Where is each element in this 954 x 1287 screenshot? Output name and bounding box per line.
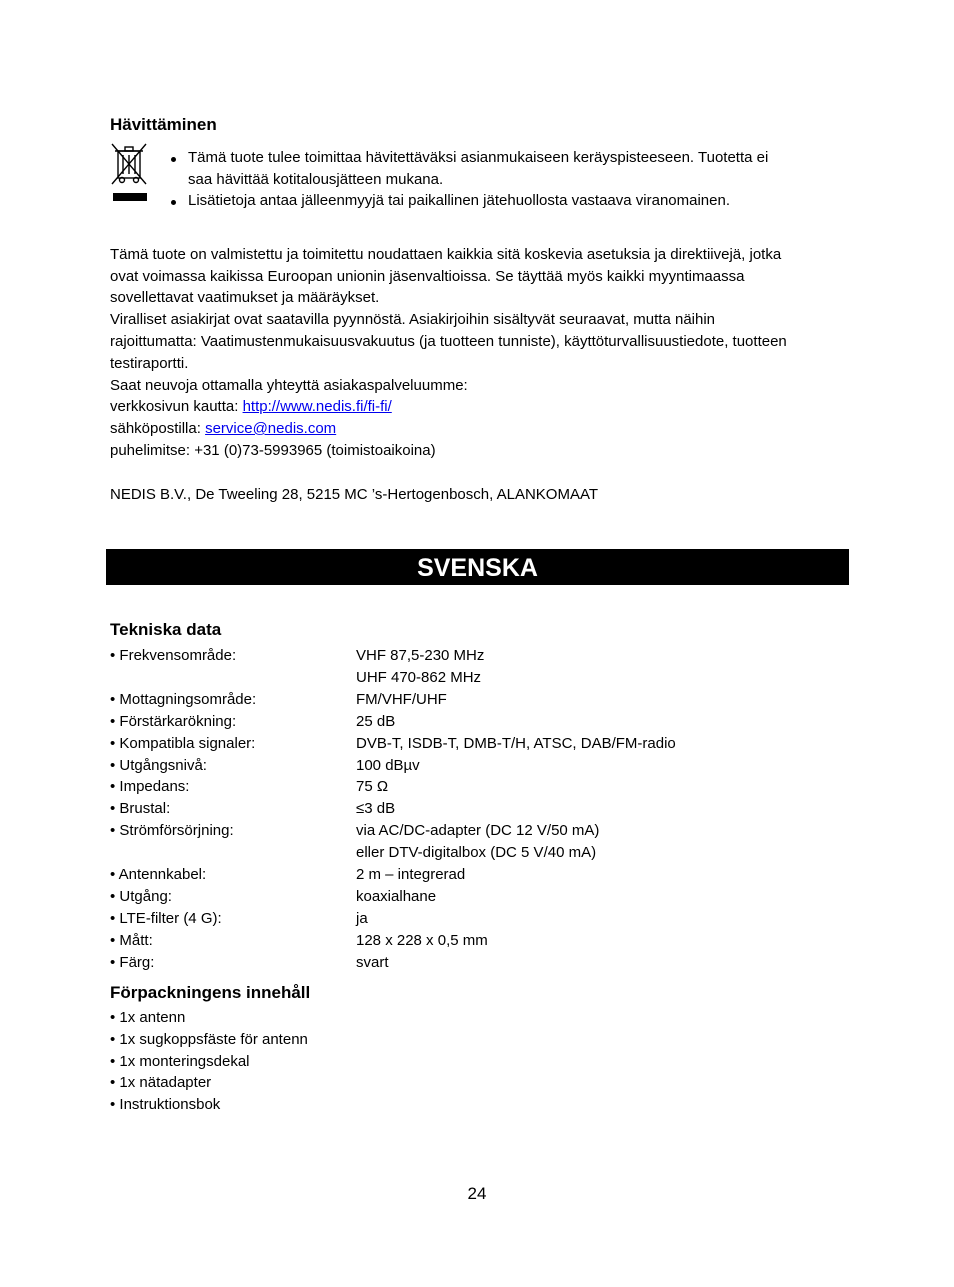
disposal-bullet-1-line2: saa hävittää kotitalousjätteen mukana. xyxy=(188,171,444,188)
package-item: • 1x monteringsdekal xyxy=(110,1052,250,1070)
spec-value: 2 m – integrerad xyxy=(356,866,466,883)
conformity-line-2: ovat voimassa kaikissa Euroopan unionin jäsenvaltioissa. Se täyttää myös kaikki myyntimaassa xyxy=(110,268,745,285)
spec-row xyxy=(110,776,850,798)
bullet-marker xyxy=(171,157,176,162)
package-item: • 1x nätadapter xyxy=(110,1074,212,1092)
disposal-bullet-2: Lisätietoja antaa jälleenmyyjä tai paikallinen jätehuollosta vastaava viranomainen. xyxy=(188,192,730,209)
spec-value: ≤3 dB xyxy=(356,800,396,818)
conformity-line-6: testiraportti. xyxy=(110,355,189,372)
language-banner: SVENSKA xyxy=(106,549,849,585)
spec-value: ja xyxy=(356,909,368,927)
conformity-line-4: Viralliset asiakirjat ovat saatavilla pyynnöstä. Asiakirjoihin sisältyvät seuraavat, mutta näihin xyxy=(110,311,716,328)
spec-label: • LTE-filter (4 G): xyxy=(110,909,222,927)
spec-row xyxy=(110,864,850,886)
spec-row xyxy=(110,952,850,974)
spec-row xyxy=(110,689,850,711)
spec-row xyxy=(110,667,850,689)
conformity-line-7: Saat neuvoja ottamalla yhteyttä asiakaspalveluumme: xyxy=(110,377,468,394)
spec-value: svart xyxy=(356,953,389,971)
spec-value: DVB-T, ISDB-T, DMB-T/H, ATSC, DAB/FM-radio xyxy=(356,734,676,752)
package-item: • 1x antenn xyxy=(110,1009,186,1026)
conformity-line-3: sovellettavat vaatimukset ja määräykset. xyxy=(110,289,380,306)
spec-label: • Mått: xyxy=(110,931,153,949)
disposal-bullet-1-line1: Tämä tuote tulee toimittaa hävitettäväksi asianmukaiseen keräyspisteeseen. Tuotetta ei xyxy=(188,149,769,166)
conformity-line-5: rajoittumatta: Vaatimustenmukaisuusvakuutus (ja tuotteen tunniste), käyttöturvallisuustiedote, tuotteen xyxy=(110,333,787,350)
spec-row xyxy=(110,886,850,908)
weee-bin-icon xyxy=(109,142,149,204)
spec-label: • Kompatibla signaler: xyxy=(110,734,256,752)
spec-value: FM/VHF/UHF xyxy=(356,690,447,708)
spec-row xyxy=(110,930,850,952)
web-label: verkkosivun kautta: xyxy=(110,398,243,415)
spec-value: VHF 87,5-230 MHz xyxy=(356,647,485,664)
email-label: sähköpostilla: xyxy=(110,420,206,437)
package-item: • 1x sugkoppsfäste för antenn xyxy=(110,1030,308,1048)
web-contact-line xyxy=(110,396,392,418)
package-item: • Instruktionsbok xyxy=(110,1096,221,1114)
spec-value: 100 dBµv xyxy=(356,756,420,774)
spec-label: • Utgång: xyxy=(110,887,172,905)
spec-label: • Brustal: xyxy=(110,800,171,818)
spec-label: • Utgångsnivå: xyxy=(110,756,207,774)
spec-label: • Antennkabel: xyxy=(110,866,207,883)
spec-label: • Mottagningsområde: xyxy=(110,690,257,708)
spec-label: • Färg: xyxy=(110,953,155,971)
spec-value: via AC/DC-adapter (DC 12 V/50 mA) xyxy=(356,822,600,840)
tech-data-heading: Tekniska data xyxy=(110,620,222,639)
package-heading: Förpackningens innehåll xyxy=(110,983,311,1002)
page-number: 24 xyxy=(467,1184,487,1203)
spec-value: 128 x 228 x 0,5 mm xyxy=(356,931,488,949)
spec-row xyxy=(110,820,850,842)
conformity-line-1: Tämä tuote on valmistettu ja toimitettu noudattaen kaikkia sitä koskevia asetuksia ja direktiivejä, jotka xyxy=(110,246,782,263)
disposal-heading: Hävittäminen xyxy=(110,115,217,134)
spec-row xyxy=(110,798,850,820)
spec-row xyxy=(110,908,850,930)
spec-row xyxy=(110,645,850,667)
spec-label: • Förstärkarökning: xyxy=(110,712,237,730)
spec-value: UHF 470-862 MHz xyxy=(356,668,482,686)
spec-value: 25 dB xyxy=(356,712,396,730)
spec-row xyxy=(110,733,850,755)
spec-label: • Frekvensområde: xyxy=(110,647,237,664)
email-link[interactable]: service@nedis.com xyxy=(205,420,337,437)
email-contact-line xyxy=(110,418,336,440)
bullet-marker xyxy=(171,200,176,205)
phone-contact-line: puhelimitse: +31 (0)73-5993965 (toimistoaikoina) xyxy=(110,442,436,459)
spec-row xyxy=(110,755,850,777)
spec-row xyxy=(110,711,850,733)
spec-value: 75 Ω xyxy=(356,778,389,796)
spec-value: eller DTV-digitalbox (DC 5 V/40 mA) xyxy=(356,844,597,862)
spec-label: • Strömförsörjning: xyxy=(110,822,234,840)
spec-row xyxy=(110,842,850,864)
spec-value: koaxialhane xyxy=(356,887,437,905)
company-address: NEDIS B.V., De Tweeling 28, 5215 MC ’s-Hertogenbosch, ALANKOMAAT xyxy=(110,486,599,503)
spec-label: • Impedans: xyxy=(110,778,190,796)
website-link[interactable]: http://www.nedis.fi/fi-fi/ xyxy=(242,398,392,415)
